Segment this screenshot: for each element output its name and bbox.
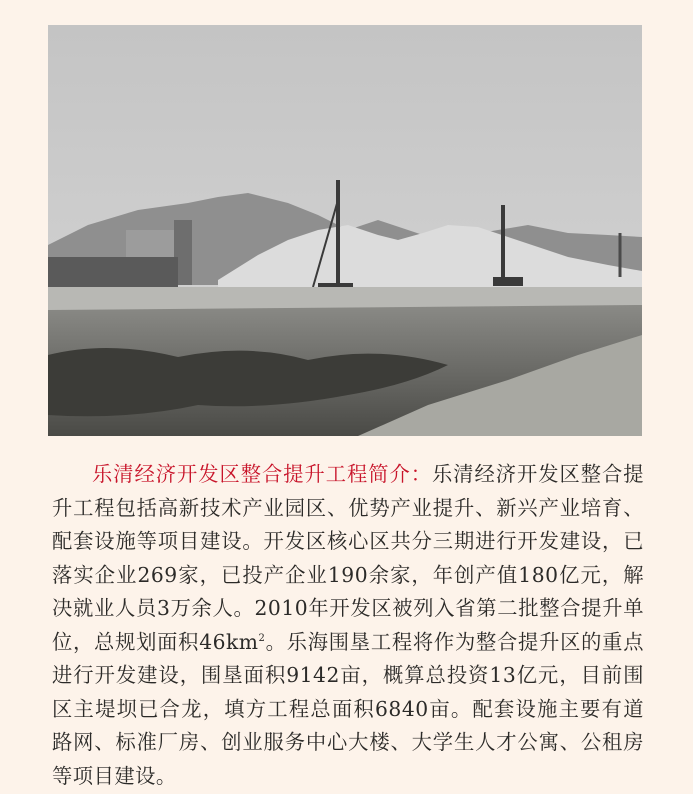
photo-illustration — [48, 25, 642, 436]
industrial-structures — [48, 257, 178, 287]
article-body-part1: 乐清经济开发区整合提升工程包括高新技术产业园区、优势产业提升、新兴产业培育、配套设施等项目建设。开发区核心区共分三期进行开发建设，已落实企业269家，已投产企业190余家，年创产值180亿元，解决就业人员3万余人。2010年开发区被列入省第二批整合提升单位，总规划面积46km — [52, 462, 644, 654]
article-paragraph — [52, 458, 644, 793]
pile-driver-base-right — [493, 277, 523, 286]
article-body-part2: 。乐海围垦工程将作为整合提升区的重点进行开发建设，围垦面积9142亩，概算总投资13亿元，目前围区主堤坝已合龙，填方工程总面积6840亩。配套设施主要有道路网、标准厂房、创业服务中心大楼、大学生人才公寓、公租房等项目建设。 — [52, 629, 644, 788]
area-unit-superscript: 2 — [258, 632, 266, 644]
article-heading: 乐清经济开发区整合提升工程简介： — [92, 462, 432, 486]
construction-site-photo — [48, 25, 642, 436]
